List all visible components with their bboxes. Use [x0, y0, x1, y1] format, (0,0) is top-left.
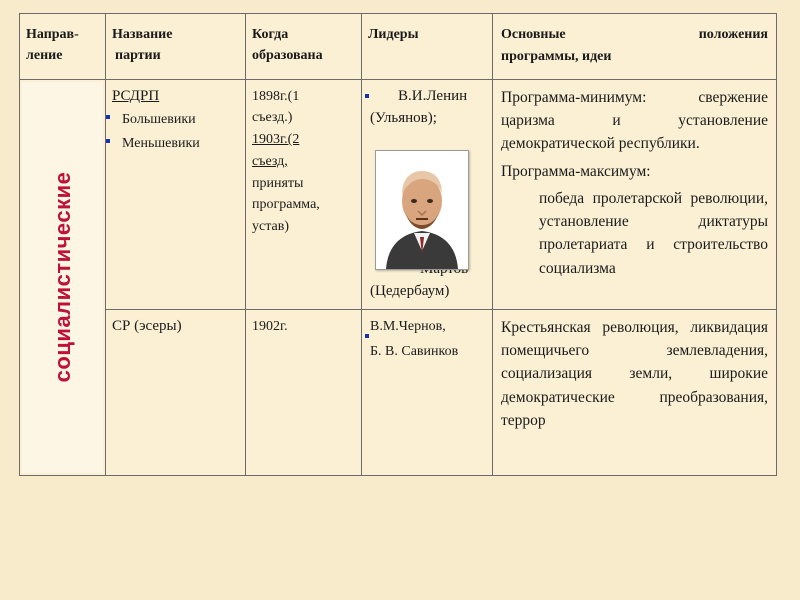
founded-line: приняты — [252, 175, 304, 191]
ideas-paragraph: Программа-максимум: — [501, 162, 651, 180]
party-cell-rsdrp — [106, 79, 246, 309]
direction-cell — [20, 79, 106, 475]
header-party-name-line1: Название — [112, 27, 173, 42]
header-direction — [20, 14, 106, 80]
direction-label: социалистические — [49, 171, 75, 383]
ideas-paragraph: победа пролетарской революции, установление диктатуры пролетариата и строительство социализма — [539, 189, 768, 277]
header-direction-line2: ление — [26, 48, 63, 63]
ideas-cell-rsdrp — [493, 79, 777, 309]
founded-line: съезд.) — [252, 110, 293, 126]
header-ideas-word1: Основные — [501, 27, 566, 42]
bullet-icon — [365, 334, 369, 338]
header-party-name — [106, 14, 246, 80]
table-row-sr — [20, 309, 777, 475]
faction-item — [112, 132, 239, 157]
founded-link-line[interactable]: съезд, — [252, 153, 288, 169]
header-direction-line1: Направ- — [26, 27, 79, 42]
header-ideas — [493, 14, 777, 80]
ideas-paragraph: Крестьянская революция, ликвидация помещичьего землевладения, социализация земли, широкие демократические преобразования, террор — [501, 318, 768, 429]
leader-line: (Ульянов); — [370, 109, 437, 126]
founded-line: устав) — [252, 218, 289, 234]
founded-line: 1898г.(1 — [252, 88, 300, 104]
leader-line: В.М.Чернов, — [370, 318, 446, 334]
faction-label: Меньшевики — [122, 136, 200, 152]
bullet-icon — [106, 139, 110, 143]
founded-cell-rsdrp — [246, 79, 362, 309]
header-party-name-line2: партии — [115, 48, 161, 63]
bullet-icon — [365, 94, 369, 98]
party-name-rsdrp[interactable]: РСДРП — [112, 87, 160, 104]
header-ideas-line1 — [501, 24, 768, 46]
faction-label: Большевики — [122, 111, 196, 127]
header-ideas-line2: программы, идеи — [501, 49, 612, 65]
header-leaders-label: Лидеры — [368, 27, 419, 42]
founded-link-line[interactable]: 1903г.(2 — [252, 132, 300, 148]
header-row — [20, 14, 777, 80]
leader-line: (Цедербаум) — [370, 283, 450, 300]
leaders-cell-sr — [362, 309, 493, 475]
founded-cell-sr — [246, 309, 362, 475]
party-name-sr: СР (эсеры) — [112, 317, 182, 334]
party-cell-sr — [106, 309, 246, 475]
faction-item — [112, 108, 239, 133]
bullet-icon — [106, 115, 110, 119]
header-founded-line2: образована — [252, 48, 323, 63]
direction-highlight — [22, 82, 103, 473]
lenin-portrait-icon — [376, 151, 468, 269]
founded-line: программа, — [252, 197, 320, 213]
header-founded — [246, 14, 362, 80]
founded-sr: 1902г. — [252, 318, 288, 334]
leader-line: Б. В. Савинков — [370, 344, 459, 360]
header-founded-line1: Когда — [252, 27, 289, 42]
header-ideas-word2: положения — [698, 27, 768, 42]
header-leaders — [362, 14, 493, 80]
ideas-cell-sr — [493, 309, 777, 475]
ideas-paragraph: Программа-минимум: свержение царизма и установление демократической республики. — [501, 88, 768, 153]
portrait-image — [375, 150, 469, 270]
leader-line: В.И.Ленин — [398, 87, 468, 104]
